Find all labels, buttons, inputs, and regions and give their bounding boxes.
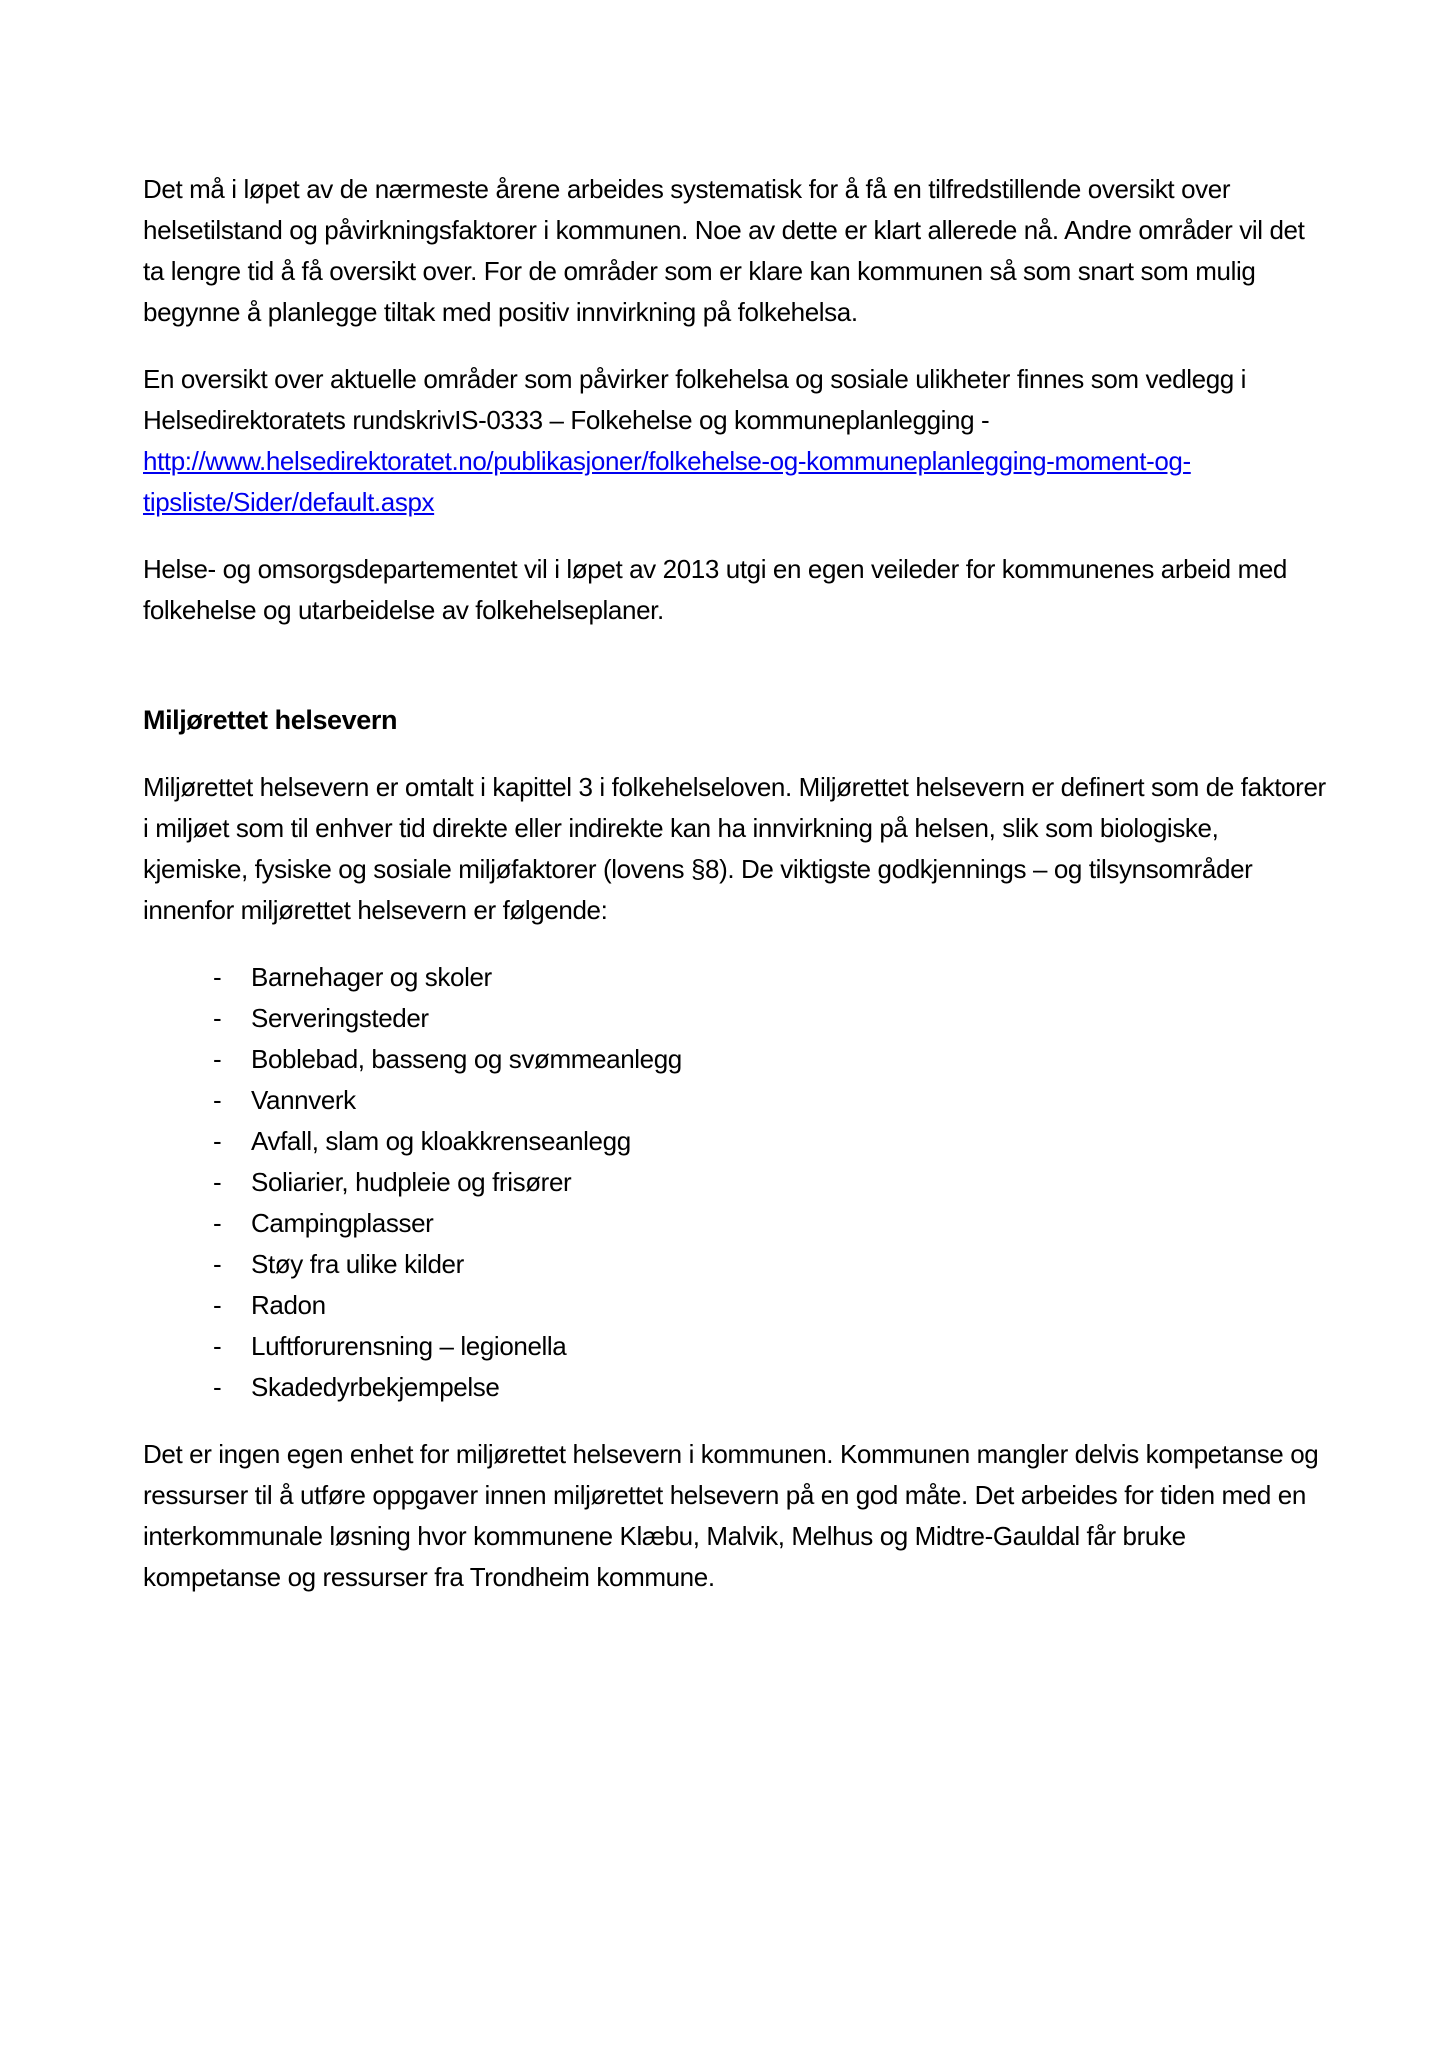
list-item [213,1039,1328,1080]
dash-bullet: - [213,1085,222,1115]
list-item-label: Luftforurensning – legionella [251,1331,567,1361]
list-item-label: Vannverk [251,1085,356,1115]
section-heading-miljorettet-helsevern: Miljørettet helsevern [143,705,398,735]
document-page [143,169,1328,1624]
list-item [213,1326,1328,1367]
paragraph-systematic-overview: Det må i løpet av de nærmeste årene arbeides systematisk for å få en tilfredstillende oversikt over helsetilstand og påvirkningsfaktorer i kommunen. Noe av dette er klart allerede nå. Andre områder vil det ta lengre tid å få oversikt over. For de områder som er klare kan kommunen så som snart som mulig begynne å planlegge tiltak med positiv innvirkning på folkehelsa. [143,174,1305,327]
helsedirektoratet-hyperlink[interactable]: http://www.helsedirektoratet.no/publikasjoner/folkehelse-og-kommuneplanlegging-moment-og-tipsliste/Sider/default.aspx [143,446,1191,517]
dash-bullet: - [213,1126,222,1156]
list-item-label: Boblebad, basseng og svømmeanlegg [251,1044,682,1074]
list-item [213,1203,1328,1244]
list-item [213,1367,1328,1408]
dash-bullet: - [213,1249,222,1279]
dash-bullet: - [213,1167,222,1197]
paragraph-miljorettet-definisjon: Miljørettet helsevern er omtalt i kapittel 3 i folkehelseloven. Miljørettet helsevern er definert som de faktorer i miljøet som til enhver tid direkte eller indirekte kan ha innvirkning på helsen, slik som biologiske, kjemiske, fysiske og sosiale miljøfaktorer (lovens §8). De viktigste godkjennings – og tilsynsområder innenfor miljørettet helsevern er følgende: [143,772,1326,925]
list-item-label: Avfall, slam og kloakkrenseanlegg [251,1126,631,1156]
list-item [213,1121,1328,1162]
list-item-label: Soliarier, hudpleie og frisører [251,1167,572,1197]
list-item-label: Serveringsteder [251,1003,429,1033]
dash-bullet: - [213,1208,222,1238]
list-item-label: Støy fra ulike kilder [251,1249,464,1279]
godkjennings-tilsyn-list [143,957,1328,1408]
list-item-label: Radon [251,1290,326,1320]
list-item-label: Skadedyrbekjempelse [251,1372,500,1402]
dash-bullet: - [213,1331,222,1361]
dash-bullet: - [213,1044,222,1074]
dash-bullet: - [213,1290,222,1320]
paragraph-interkommunal-losning: Det er ingen egen enhet for miljørettet helsevern i kommunen. Kommunen mangler delvis kompetanse og ressurser til å utføre oppgaver innen miljørettet helsevern på en god måte. Det arbeides for tiden med en interkommunale løsning hvor kommunene Klæbu, Malvik, Melhus og Midtre-Gauldal får bruke kompetanse og ressurser fra Trondheim kommune. [143,1439,1319,1592]
paragraph-helsedirektoratet-text: En oversikt over aktuelle områder som påvirker folkehelsa og sosiale ulikheter finnes som vedlegg i Helsedirektoratets rundskrivIS-0333 – Folkehelse og kommuneplanlegging - [143,364,1247,435]
dash-bullet: - [213,1372,222,1402]
list-item [213,1285,1328,1326]
list-item-label: Campingplasser [251,1208,434,1238]
dash-bullet: - [213,1003,222,1033]
list-item [213,957,1328,998]
dash-bullet: - [213,962,222,992]
list-item [213,1080,1328,1121]
list-item [213,1162,1328,1203]
list-item-label: Barnehager og skoler [251,962,492,992]
paragraph-helsedirektoratet [143,359,1328,523]
list-item [213,998,1328,1039]
list-item [213,1244,1328,1285]
paragraph-veileder-2013: Helse- og omsorgsdepartementet vil i løpet av 2013 utgi en egen veileder for kommunenes arbeid med folkehelse og utarbeidelse av folkehelseplaner. [143,554,1287,625]
